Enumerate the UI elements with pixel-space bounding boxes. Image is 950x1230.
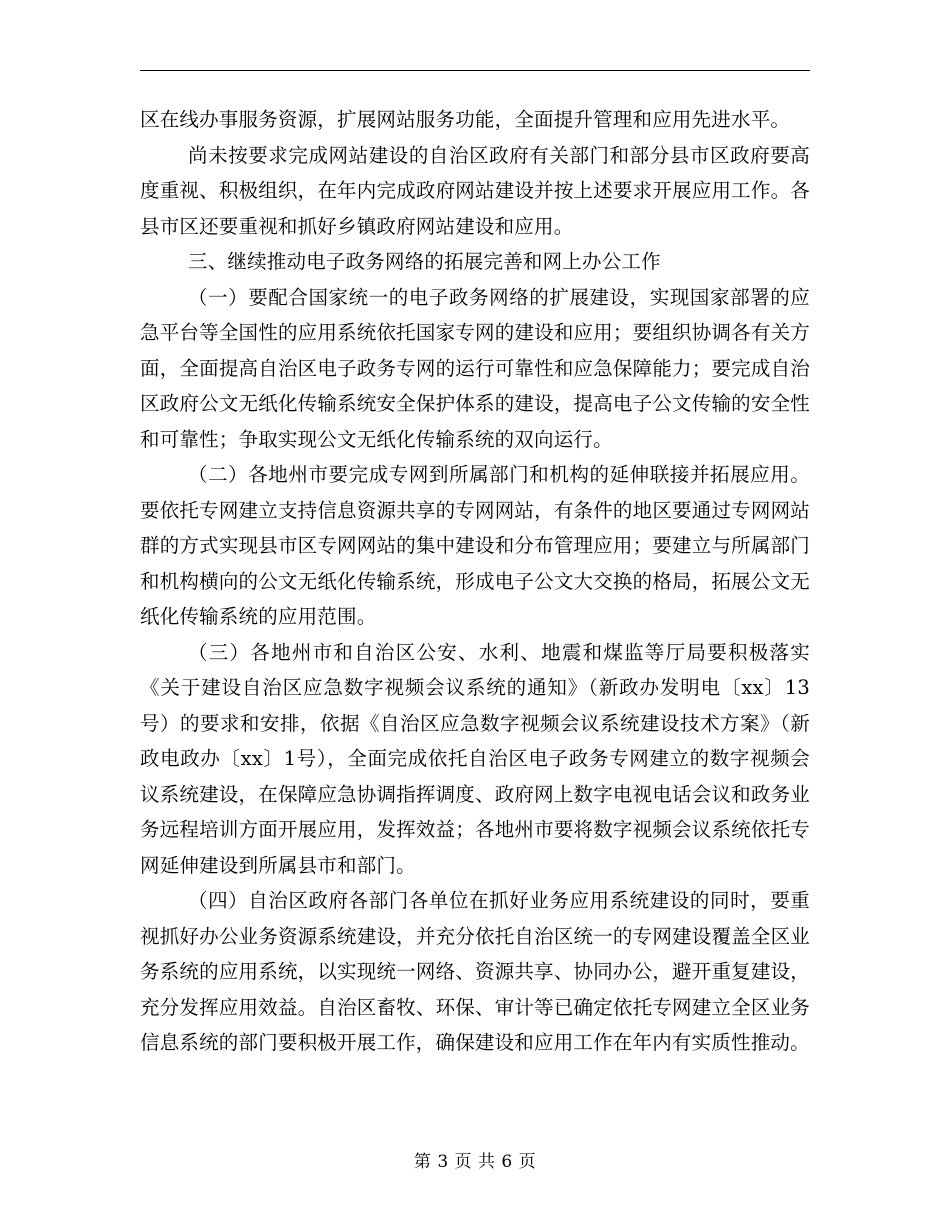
document-body bbox=[140, 102, 810, 1061]
paragraph: 尚未按要求完成网站建设的自治区政府有关部门和部分县市区政府要高度重视、积极组织，在年内完成政府网站建设并按上述要求开展应用工作。各县市区还要重视和抓好乡镇政府网站建设和应用。 bbox=[140, 143, 810, 238]
paragraph: （二）各地州市要完成专网到所属部门和机构的延伸联接并拓展应用。要依托专网建立支持信息资源共享的专网网站，有条件的地区要通过专网网站群的方式实现县市区专网网站的集中建设和分布管理应用；要建立与所属部门和机构横向的公文无纸化传输系统，形成电子公文大交换的格局，拓展公文无纸化传输系统的应用范围。 bbox=[140, 463, 810, 628]
paragraph: （三）各地州市和自治区公安、水利、地震和煤监等厅局要积极落实《关于建设自治区应急数字视频会议系统的通知》（新政办发明电〔xx〕13号）的要求和安排，依据《自治区应急数字视频会议系统建设技术方案》（新政电政办〔xx〕1号），全面完成依托自治区电子政务专网建立的数字视频会议系统建设，在保障应急协调指挥调度、政府网上数字电视电话会议和政务业务远程培训方面开展应用，发挥效益；各地州市要将数字视频会议系统依托专网延伸建设到所属县市和部门。 bbox=[140, 640, 810, 877]
paragraph: （四）自治区政府各部门各单位在抓好业务应用系统建设的同时，要重视抓好办公业务资源系统建设，并充分依托自治区统一的专网建设覆盖全区业务系统的应用系统，以实现统一网络、资源共享、协同办公，避开重复建设，充分发挥应用效益。自治区畜牧、环保、审计等已确定依托专网建立全区业务信息系统的部门要积极开展工作，确保建设和应用工作在年内有实质性推动。 bbox=[140, 889, 810, 1054]
paragraph: （一）要配合国家统一的电子政务网络的扩展建设，实现国家部署的应急平台等全国性的应用系统依托国家专网的建设和应用；要组织协调各有关方面，全面提高自治区电子政务专网的运行可靠性和应急保障能力；要完成自治区政府公文无纸化传输系统安全保护体系的建设，提高电子公文传输的安全性和可靠性；争取实现公文无纸化传输系统的双向运行。 bbox=[140, 285, 810, 451]
page-number-footer: 第 3 页 共 6 页 bbox=[413, 1152, 537, 1172]
section-heading: 三、继续推动电子政务网络的拓展完善和网上办公工作 bbox=[188, 250, 661, 273]
header-rule bbox=[140, 70, 810, 71]
paragraph: 区在线办事服务资源，扩展网站服务功能，全面提升管理和应用先进水平。 bbox=[140, 108, 791, 131]
